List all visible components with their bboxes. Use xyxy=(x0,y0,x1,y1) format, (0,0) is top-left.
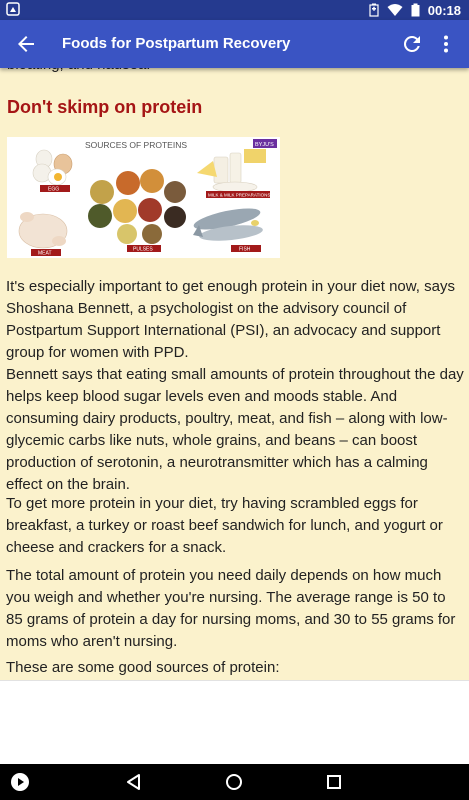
page-title: Foods for Postpartum Recovery xyxy=(62,35,291,52)
recents-square-icon[interactable] xyxy=(323,771,345,793)
status-time: 00:18 xyxy=(427,2,461,18)
battery-icon xyxy=(411,3,420,17)
system-nav-bar xyxy=(0,764,469,800)
status-bar xyxy=(0,0,469,20)
paragraph-5: These are some good sources of protein: xyxy=(6,659,280,676)
empty-area xyxy=(0,680,469,764)
protein-sources-image xyxy=(7,137,280,258)
battery-saver-icon xyxy=(369,3,379,17)
play-icon[interactable] xyxy=(9,771,31,793)
article-content[interactable] xyxy=(0,68,469,680)
brand-text: BYJU'S xyxy=(255,142,274,148)
paragraph-3: To get more protein in your diet, try having scrambled eggs for breakfast, a turkey or roast beef sandwich for lunch, and yogurt or cheese and crackers for a snack. xyxy=(6,495,443,556)
app-bar xyxy=(0,20,469,68)
protein-sources-illustration xyxy=(7,137,280,258)
label-pulses: PULSES xyxy=(133,246,153,253)
label-milk: MILK & MILK PREPARATIONS xyxy=(208,192,271,198)
home-circle-icon[interactable] xyxy=(223,771,245,793)
more-vert-icon[interactable] xyxy=(434,32,458,56)
back-arrow-icon[interactable] xyxy=(14,32,38,56)
image-title: SOURCES OF PROTEINS xyxy=(85,140,188,150)
section-heading: Don't skimp on protein xyxy=(7,97,203,117)
back-triangle-icon[interactable] xyxy=(123,771,145,793)
paragraph-2: Bennett says that eating small amounts of protein throughout the day helps keep blood sugar levels even and moods stable. And consuming dairy products, poultry, meat, and fish – along with low-glycemic carbs like nuts, whole grains, and beans – can boost production of serotonin, a neurotransmitter which has a calming effect on the brain. xyxy=(6,366,464,493)
wifi-icon xyxy=(387,3,403,17)
label-fish: FISH xyxy=(239,246,251,253)
refresh-icon[interactable] xyxy=(400,32,424,56)
paragraph-4: The total amount of protein you need daily depends on how much you weigh and whether you're nursing. The average range is 50 to 85 grams of protein a day for nursing moms, and 30 to 55 grams for moms who aren't nursing. xyxy=(6,567,456,650)
notification-icon xyxy=(6,2,20,16)
paragraph-1: It's especially important to get enough protein in your diet now, says Shoshana Bennett, a psychologist on the advisory council of Postpartum Support International (PSI), an advocacy and support group for women with PPD. xyxy=(6,278,455,361)
label-egg: EGG xyxy=(48,186,60,193)
label-meat: MEAT xyxy=(38,250,52,257)
status-icons xyxy=(369,0,461,20)
